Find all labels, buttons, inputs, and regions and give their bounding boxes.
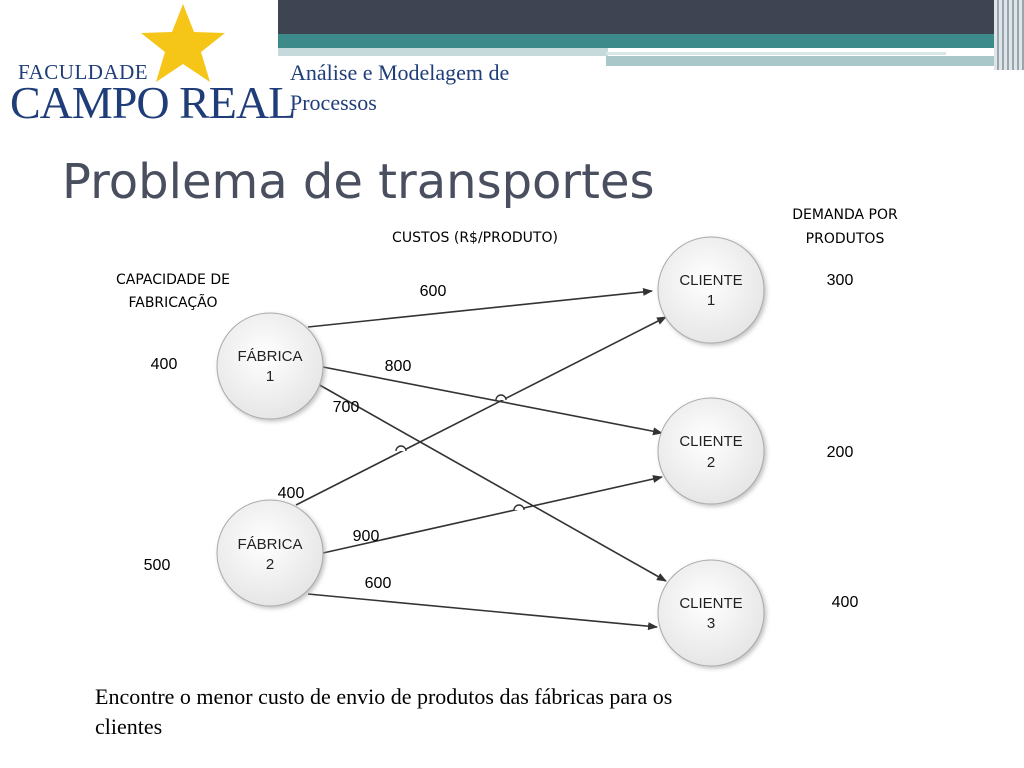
- node-factory-2-line1: FÁBRICA: [237, 536, 303, 553]
- costs-header: CUSTOS (R$/PRODUTO): [392, 230, 558, 246]
- node-client-3-line2: 3: [706, 615, 716, 632]
- node-factory-2-line2: 2: [265, 556, 275, 573]
- node-client-3-line1: CLIENTE: [679, 595, 743, 612]
- demand-client-2: 200: [826, 444, 854, 461]
- edge-crossing-hop: [496, 395, 506, 400]
- node-client-2-line1: CLIENTE: [679, 433, 743, 450]
- node-client-3: [658, 560, 764, 666]
- cost-label-f1-c1: 600: [419, 283, 447, 300]
- demand-header-line2: PRODUTOS: [805, 231, 885, 247]
- node-factory-1-line2: 1: [265, 368, 275, 385]
- node-client-1-line2: 1: [706, 292, 716, 309]
- slide-title: Problema de transportes: [62, 154, 655, 210]
- node-client-2: [658, 398, 764, 504]
- node-client-1-line1: CLIENTE: [679, 272, 743, 289]
- node-client-1: [658, 237, 764, 343]
- edge-crossing-hop: [396, 446, 406, 451]
- node-factory-1: [217, 313, 323, 419]
- course-title: Análise e Modelagem de Processos: [290, 60, 510, 115]
- node-factory-1-line1: FÁBRICA: [237, 348, 303, 365]
- node-factory-2: [217, 500, 323, 606]
- edge-f1-c2: [323, 367, 662, 433]
- logo-text-small: FACULDADE: [18, 60, 149, 84]
- cost-label-f1-c2: 800: [384, 358, 412, 375]
- capacity-factory-1: 400: [150, 356, 178, 373]
- logo-text-big: CAMPO REAL: [10, 77, 296, 128]
- node-client-2-line2: 2: [706, 454, 716, 471]
- cost-label-f1-c3: 700: [332, 399, 360, 416]
- problem-statement: Encontre o menor custo de envio de produtos das fábricas para os clientes: [95, 684, 673, 739]
- edge-f1-c1: [308, 291, 652, 327]
- edge-f2-c3: [308, 594, 657, 627]
- capacity-header-line2: FABRICAÇÃO: [128, 295, 218, 311]
- edge-f1-c3: [316, 383, 666, 581]
- capacity-header-line1: CAPACIDADE DE: [116, 272, 230, 288]
- cost-label-f2-c1: 400: [277, 485, 305, 502]
- capacity-factory-2: 500: [143, 557, 171, 574]
- edge-crossing-hop: [514, 505, 524, 510]
- demand-client-1: 300: [826, 272, 854, 289]
- cost-label-f2-c3: 600: [364, 575, 392, 592]
- demand-header-line1: DEMANDA POR: [792, 207, 898, 223]
- demand-client-3: 400: [831, 594, 859, 611]
- cost-label-f2-c2: 900: [352, 528, 380, 545]
